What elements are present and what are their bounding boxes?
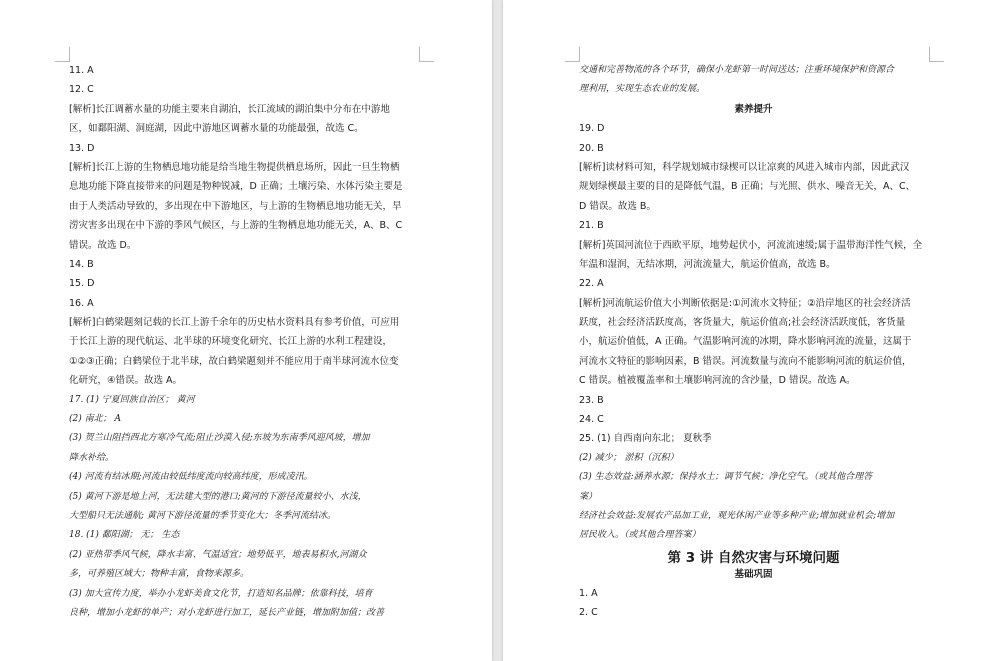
text-line: 居民收入。（或其他合理答案） (579, 530, 701, 541)
text-line: 息地功能下降直接带来的问题是物种锐减，D 正确；土壤污染、水体污染主要是 (69, 181, 403, 193)
document-page-right (503, 0, 1004, 661)
text-line: 12. C (69, 84, 94, 96)
text-line: [解析]读材料可知，科学规划城市绿楔可以让凉爽的风进入城市内部，因此武汉 (579, 161, 910, 173)
text-line: 区，如鄱阳湖、洞庭湖，因此中游地区调蓄水量的功能最强，故选 C。 (69, 123, 364, 135)
text-line: 17. (1) 宁夏回族自治区； 黄河 (69, 394, 195, 405)
text-line: 错误。故选 D。 (69, 239, 137, 251)
text-line: 化研究，④错误。故选 A。 (69, 375, 183, 387)
text-line: 11. A (69, 65, 94, 76)
corner-mark (55, 47, 70, 62)
text-line: 18. (1) 鄱阳湖； 无； 生态 (69, 530, 180, 541)
text-line: (3) 贺兰山阻挡西北方寒冷气流;阻止沙漠入侵;东坡为东南季风迎风坡，增加 (69, 433, 370, 444)
text-line: 21. B (579, 220, 604, 232)
text-line: 22. A (579, 278, 604, 290)
text-line: 2. C (579, 607, 598, 619)
corner-mark (565, 47, 580, 62)
text-line: 20. B (579, 142, 604, 154)
text-line: [解析]长江上游的生物栖息地功能是给当地生物提供栖息场所，因此一旦生物栖 (69, 161, 400, 173)
text-line: (3) 生态效益:涵养水源；保持水土；调节气候；净化空气。（或其他合理答 (579, 472, 873, 483)
text-line: 14. B (69, 258, 94, 270)
corner-mark (929, 47, 944, 62)
text-line: [解析]英国河流位于西欧平原，地势起伏小，河流流速缓;属于温带海洋性气候，全 (579, 239, 923, 251)
text-line: 由于人类活动导致的，多出现在中下游地区，与上游的生物栖息地功能无关，旱 (69, 200, 402, 212)
text-line: 素养提升 (734, 103, 773, 115)
text-line: 涝灾害多出现在中下游的季风气候区，与上游的生物栖息地功能无关，A、B、C (69, 220, 403, 232)
text-line: [解析]长江调蓄水量的功能主要来自湖泊，长江流域的湖泊集中分布在中游地 (69, 103, 390, 115)
text-line: 案） (579, 491, 598, 502)
text-line: [解析]白鹤梁题刻记载的长江上游千余年的历史枯水资料具有参考价值，可应用 (69, 317, 400, 329)
text-line: 理利用，实现生态农业的发展。 (579, 84, 706, 95)
text-line: C 错误。植被覆盖率和土壤影响河流的含沙量，D 错误。故选 A。 (579, 375, 856, 387)
text-line: 小，航运价值低，A 正确。气温影响河流的冰期，降水影响河流的流量，这属于 (579, 336, 912, 348)
section-heading: 第 3 讲 自然灾害与环境问题 (667, 549, 840, 566)
text-line: 经济社会效益:发展农产品加工业，观光休闲产业等多种产业;增加就业机会;增加 (579, 510, 895, 521)
text-line: 良种，增加小龙虾的单产；对小龙虾进行加工，延长产业链，增加附加值；改善 (69, 607, 385, 618)
text-line: 25. (1) 自西南向东北； 夏秋季 (579, 433, 712, 445)
text-line: [解析]河流航运价值大小判断依据是:①河流水文特征；②沿岸地区的社会经济活 (579, 297, 911, 309)
text-line: (4) 河流有结冰期;河流由较低纬度流向较高纬度，形成凌汛。 (69, 472, 313, 483)
text-line: ①②③正确；白鹤梁位于北半球，故白鹤梁题刻并不能应用于南半球河流水位变 (69, 355, 399, 367)
page-text-right (579, 61, 928, 623)
text-line: 1. A (579, 587, 598, 599)
text-line: (2) 亚热带季风气候，降水丰富、气温适宜；地势低平，地表易积水,河湖众 (69, 549, 367, 560)
text-line: 15. D (69, 278, 95, 290)
section-subheading: 基础巩固 (734, 568, 773, 580)
text-line: 大型船只无法通航; 黄河下游径流量的季节变化大；冬季河流结冰。 (69, 510, 336, 521)
text-line: 规划绿楔最主要的目的是降低气温，B 正确；与光照、供水、噪音无关，A、C、 (579, 181, 916, 193)
text-line: 13. D (69, 142, 95, 154)
text-line: 交通和完善物流的各个环节，确保小龙虾第一时间送达；注重环境保护和资源合 (579, 65, 895, 75)
text-line: D 错误。故选 B。 (579, 200, 656, 212)
corner-mark (419, 47, 434, 62)
text-line: 河流水文特征的影响因素，B 错误。河流数量与流向不能影响河流的航运价值， (579, 355, 912, 367)
text-line: 多，可养殖区域大；物种丰富，食物来源多。 (69, 569, 250, 580)
text-line: (3) 加大宣传力度，举办小龙虾美食文化节，打造知名品牌；依靠科技，培育 (69, 588, 373, 599)
text-line: (5) 黄河下游是地上河，无法建大型的港口;黄河的下游径流量较小、水浅， (69, 491, 367, 502)
text-line: 降水补给。 (69, 452, 115, 463)
document-page-left (0, 0, 492, 661)
page-text-left (69, 61, 419, 623)
text-line: (2) 减少； 淤积（沉积） (579, 452, 679, 463)
text-line: 于长江上游的现代航运、北半球的环境变化研究、长江上游的水利工程建设， (69, 336, 393, 348)
text-line: (2) 南北； A (69, 414, 121, 425)
text-line: 年温和湿润，无结冰期，河流流量大，航运价值高，故选 B。 (579, 258, 836, 270)
text-line: 19. D (579, 123, 605, 135)
text-line: 16. A (69, 297, 94, 309)
text-line: 24. C (579, 414, 604, 426)
text-line: 23. B (579, 394, 604, 406)
text-line: 跃度，社会经济活跃度高，客货量大，航运价值高;社会经济活跃度低，客货量 (579, 317, 906, 329)
